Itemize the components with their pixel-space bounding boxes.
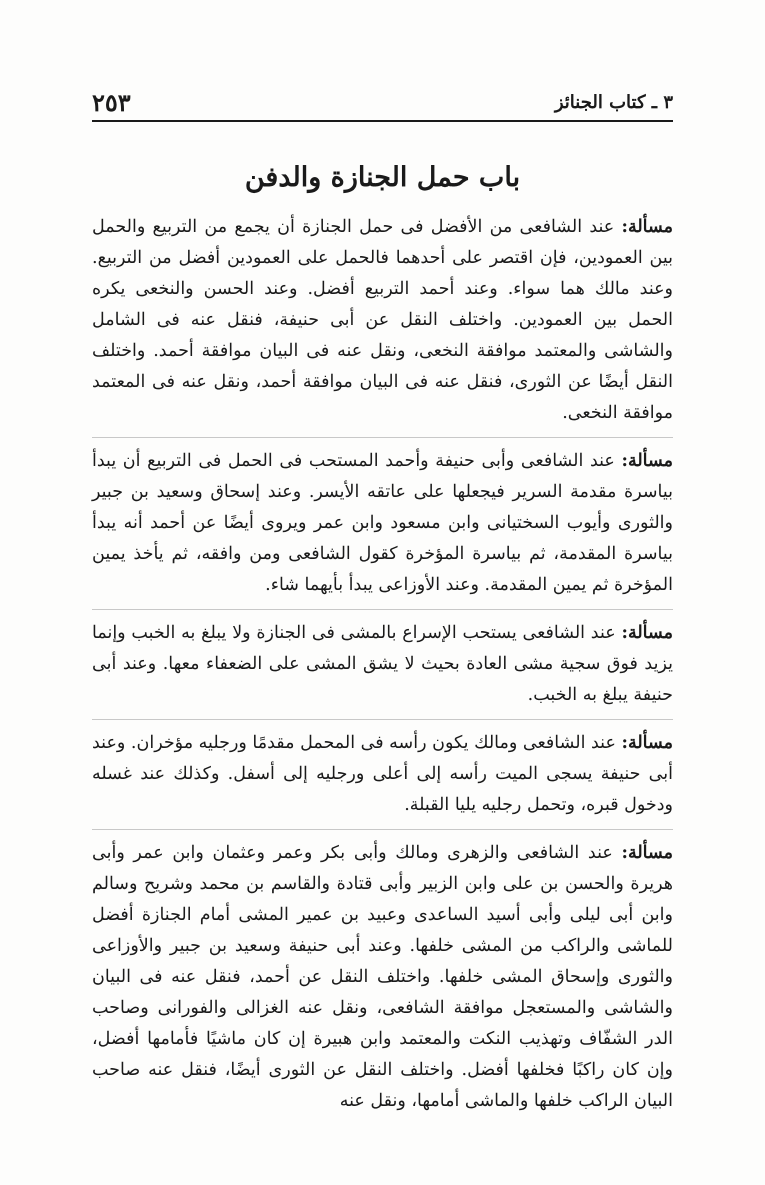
paragraph-text: عند الشافعى والزهرى ومالك وأبى بكر وعمر وعثمان وابن عمر وأبى هريرة والحسن بن على وابن الزبير وأبى قتادة والقاسم بن محمد وشريح وسالم وابن أبى ليلى وأبى أسيد الساعدى وعبيد بن عمير المشى أمام الجنازة أفضل للماشى والراكب من المشى خلفها. وعند أبى حنيفة وسعيد بن جبير والأوزاعى والثورى وإسحاق المشى خلفها. واختلف النقل عن أحمد، فنقل عنه فى البيان والشاشى والمستعجل موافقة الشافعى، ونقل عنه الغزالى والفورانى وصاحب الدر الشفّاف وتهذيب النكت والمعتمد وابن هبيرة إن كان ماشيًا فأمامها أفضل، وإن كان راكبًا فخلفها أفضل. واختلف النقل عن الثورى أيضًا، فنقل عنه صاحب البيان الراكب خلفها والماشى أمامها، ونقل عنه bbox=[92, 843, 673, 1111]
paragraph-label: مسألة: bbox=[621, 623, 673, 643]
paragraph-label: مسألة: bbox=[621, 217, 673, 237]
paragraph bbox=[92, 618, 673, 720]
paragraph bbox=[92, 728, 673, 830]
paragraph-text: عند الشافعى من الأفضل فى حمل الجنازة أن يجمع من التربيع والحمل بين العمودين، فإن اقتصر على أحدهما فالحمل على العمودين أفضل من التربيع. وعند مالك هما سواء. وعند أحمد التربيع أفضل. وعند الحسن والنخعى يكره الحمل بين العمودين. واختلف النقل عن أبى حنيفة، فنقل عنه فى الشامل والشاشى والمعتمد موافقة النخعى، ونقل عنه فى البيان موافقة أحمد. واختلف النقل أيضًا عن الثورى، فنقل عنه فى البيان موافقة أحمد، ونقل عنه فى المعتمد موافقة النخعى. bbox=[92, 217, 673, 423]
section-title: باب حمل الجنازة والدفن bbox=[244, 162, 521, 193]
paragraph-text: عند الشافعى ومالك يكون رأسه فى المحمل مقدمًا ورجليه مؤخران. وعند أبى حنيفة يسجى الميت رأسه إلى أعلى ورجليه إلى أسفل. وكذلك عند غسله ودخول قبره، وتحمل رجليه يليا القبلة. bbox=[92, 733, 673, 815]
paragraph bbox=[92, 446, 673, 610]
paragraph bbox=[92, 212, 673, 438]
body-text bbox=[92, 212, 673, 1133]
page-number: ٢٥٣ bbox=[92, 88, 131, 117]
paragraph-text: عند الشافعى وأبى حنيفة وأحمد المستحب فى الحمل فى التربيع أن يبدأ بياسرة مقدمة السرير فيجعلها على عاتقه الأيسر. وعند إسحاق وسعيد بن جبير والثورى وأيوب السختيانى وابن مسعود وابن عمر ويروى أيضًا عن أحمد أنه يبدأ بياسرة المقدمة، ثم بياسرة المؤخرة كقول الشافعى ومن وافقه، ثم يأخذ يمين المؤخرة ثم يمين المقدمة. وعند الأوزاعى يبدأ بأيهما شاء. bbox=[92, 451, 673, 595]
paragraph bbox=[92, 838, 673, 1125]
chapter-title: ٣ ـ كتاب الجنائز bbox=[554, 92, 673, 113]
paragraph-label: مسألة: bbox=[621, 843, 673, 863]
paragraph-text: عند الشافعى يستحب الإسراع بالمشى فى الجنازة ولا يبلغ به الخبب وإنما يزيد فوق سجية مشى العادة بحيث لا يشق المشى على الضعفاء معها. وعند أبى حنيفة يبلغ به الخبب. bbox=[92, 623, 673, 705]
paragraph-label: مسألة: bbox=[621, 733, 673, 753]
running-header bbox=[92, 86, 673, 122]
paragraph-label: مسألة: bbox=[621, 451, 673, 471]
